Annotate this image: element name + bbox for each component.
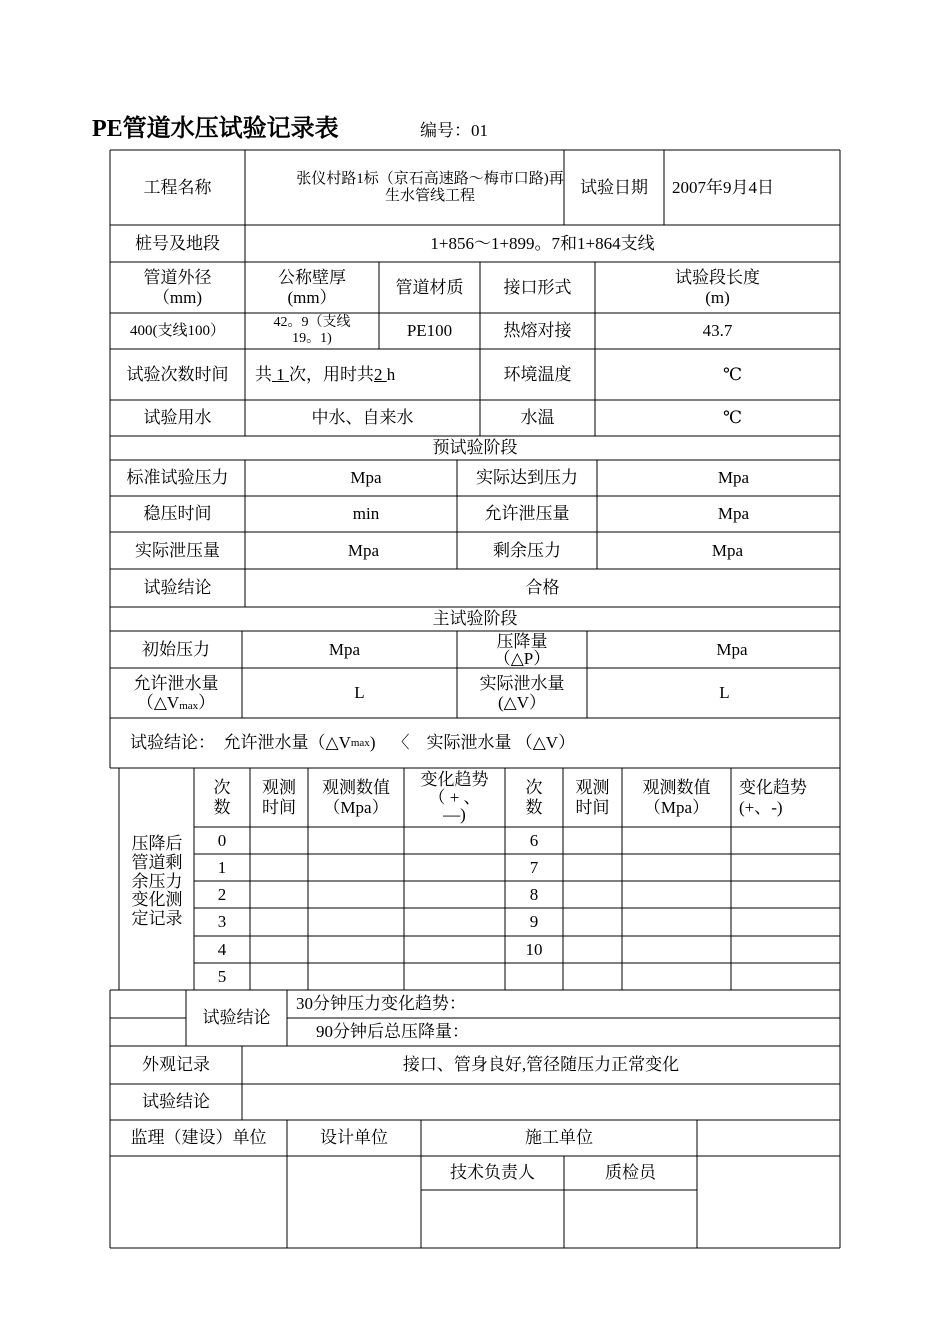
main-test-conclusion: 试验结论： 允许泄水量（△V max ) 〈 实际泄水量 （△V）: [130, 733, 576, 753]
actual-drop-label: 实际泄压量: [135, 540, 220, 560]
residual-pressure-unit: Mpa: [711, 540, 744, 560]
tech-lead-label: 技术负责人: [450, 1163, 535, 1183]
pipe-od-value: 400(支线100）: [130, 322, 225, 339]
final-conclusion-label: 试验结论: [142, 1092, 210, 1112]
project-name-label: 工程名称: [143, 177, 212, 197]
water-temp-label: 水温: [520, 408, 555, 428]
record-count-left: 2: [217, 884, 227, 904]
record-header-count-left: 次 数: [213, 778, 231, 817]
inspector-label: 质检员: [605, 1163, 656, 1183]
record-header-value-left: 观测数值 （Mpa）: [322, 778, 390, 817]
hold-time-unit: min: [352, 504, 380, 524]
pre-test-section-title: 预试验阶段: [432, 438, 518, 458]
appearance-label: 外观记录: [142, 1055, 210, 1075]
station-label: 桩号及地段: [135, 233, 220, 253]
allowed-leak-unit: L: [354, 683, 365, 703]
test-water-value: 中水、自来水: [311, 408, 414, 428]
actual-pressure-unit: Mpa: [717, 468, 750, 488]
ambient-temp-label: 环境温度: [503, 364, 572, 384]
record-conclusion-line1: 30分钟压力变化趋势：: [296, 994, 466, 1014]
allowed-leak-label: 允许泄水量 $(\triangle V_{max})$: [133, 673, 219, 712]
pipe-wall-value: 42。9（支线 19。1): [273, 315, 351, 346]
record-count-left: 1: [217, 857, 227, 877]
init-pressure-label: 初始压力: [142, 639, 210, 659]
record-count-left: 4: [217, 939, 227, 959]
record-header-trend-right: 变化趋势 (+、-): [739, 778, 807, 817]
joint-type-label: 接口形式: [503, 277, 572, 297]
record-count-right: 7: [529, 857, 539, 877]
allowed-drop-label: 允许泄压量: [484, 504, 570, 524]
record-header-time-left: 观测 时间: [262, 778, 296, 817]
record-side-label: 压降后管道剩余压力变化测定记录: [131, 834, 183, 929]
project-name-value: 张仪村路1标（京石高速路～梅市口路)再生水管线工程: [296, 170, 564, 204]
record-conclusion-label: 试验结论: [202, 1008, 271, 1028]
residual-pressure-label: 剩余压力: [493, 540, 561, 560]
page-title: PE管道水压试验记录表: [92, 116, 339, 142]
record-count-right: 9: [529, 912, 539, 932]
test-date-value: 2007年9月4日: [672, 177, 774, 197]
ambient-temp-unit: ℃: [722, 364, 743, 384]
record-conclusion-line2: 90分钟后总压降量：: [316, 1022, 469, 1042]
main-test-section-title: 主试验阶段: [432, 609, 518, 629]
record-count-left: 0: [217, 830, 227, 850]
std-pressure-unit: Mpa: [350, 468, 382, 488]
record-header-value-right: 观测数值 （Mpa）: [642, 778, 711, 817]
joint-type-value: 热熔对接: [503, 321, 572, 341]
pipe-wall-label: 公称壁厚 (mm）: [278, 268, 346, 307]
record-header-count-right: 次 数: [525, 778, 543, 817]
water-temp-unit: ℃: [722, 408, 743, 428]
document-number: 编号：01: [420, 121, 488, 140]
actual-drop-unit: Mpa: [347, 540, 380, 560]
construction-unit-label: 施工单位: [525, 1128, 593, 1148]
record-count-left: 3: [217, 912, 227, 932]
record-count-right: 10: [525, 939, 543, 959]
init-pressure-unit: Mpa: [328, 639, 361, 659]
station-value: 1+856～1+899。7和1+864支线: [430, 233, 655, 253]
pre-test-conclusion-value: 合格: [525, 578, 560, 598]
appearance-value: 接口、管身良好,管径随压力正常变化: [402, 1055, 680, 1075]
actual-leak-unit: L: [719, 683, 730, 703]
record-count-right: 6: [529, 830, 539, 850]
pressure-drop-label: 压降量 （△P）: [493, 631, 551, 668]
record-count-left: 5: [217, 966, 227, 986]
test-date-label: 试验日期: [580, 177, 648, 197]
record-header-trend-left: 变化趋势 （ + 、 —): [420, 769, 489, 825]
test-length-value: 43.7: [702, 321, 733, 341]
test-length-label: 试验段长度 (m): [675, 268, 760, 307]
std-pressure-label: 标准试验压力: [126, 468, 229, 488]
pipe-material-label: 管道材质: [395, 277, 464, 297]
pre-test-conclusion-label: 试验结论: [143, 578, 212, 598]
actual-leak-label: 实际泄水量 (△V）: [479, 673, 565, 712]
supervision-unit-label: 监理（建设）单位: [130, 1128, 267, 1148]
pressure-drop-unit: Mpa: [716, 639, 748, 659]
design-unit-label: 设计单位: [320, 1128, 388, 1148]
pipe-material-value: PE100: [406, 321, 453, 341]
test-times-value: 共 1 次，用时共 2 h: [255, 364, 396, 384]
hold-time-label: 稳压时间: [143, 504, 212, 524]
record-count-right: 8: [529, 884, 539, 904]
record-header-time-right: 观测 时间: [575, 778, 610, 817]
allowed-drop-unit: Mpa: [717, 504, 750, 524]
actual-pressure-label: 实际达到压力: [476, 468, 578, 488]
test-water-label: 试验用水: [143, 408, 212, 428]
test-times-label: 试验次数时间: [126, 364, 229, 384]
pipe-od-label: 管道外径 （mm): [143, 268, 212, 307]
